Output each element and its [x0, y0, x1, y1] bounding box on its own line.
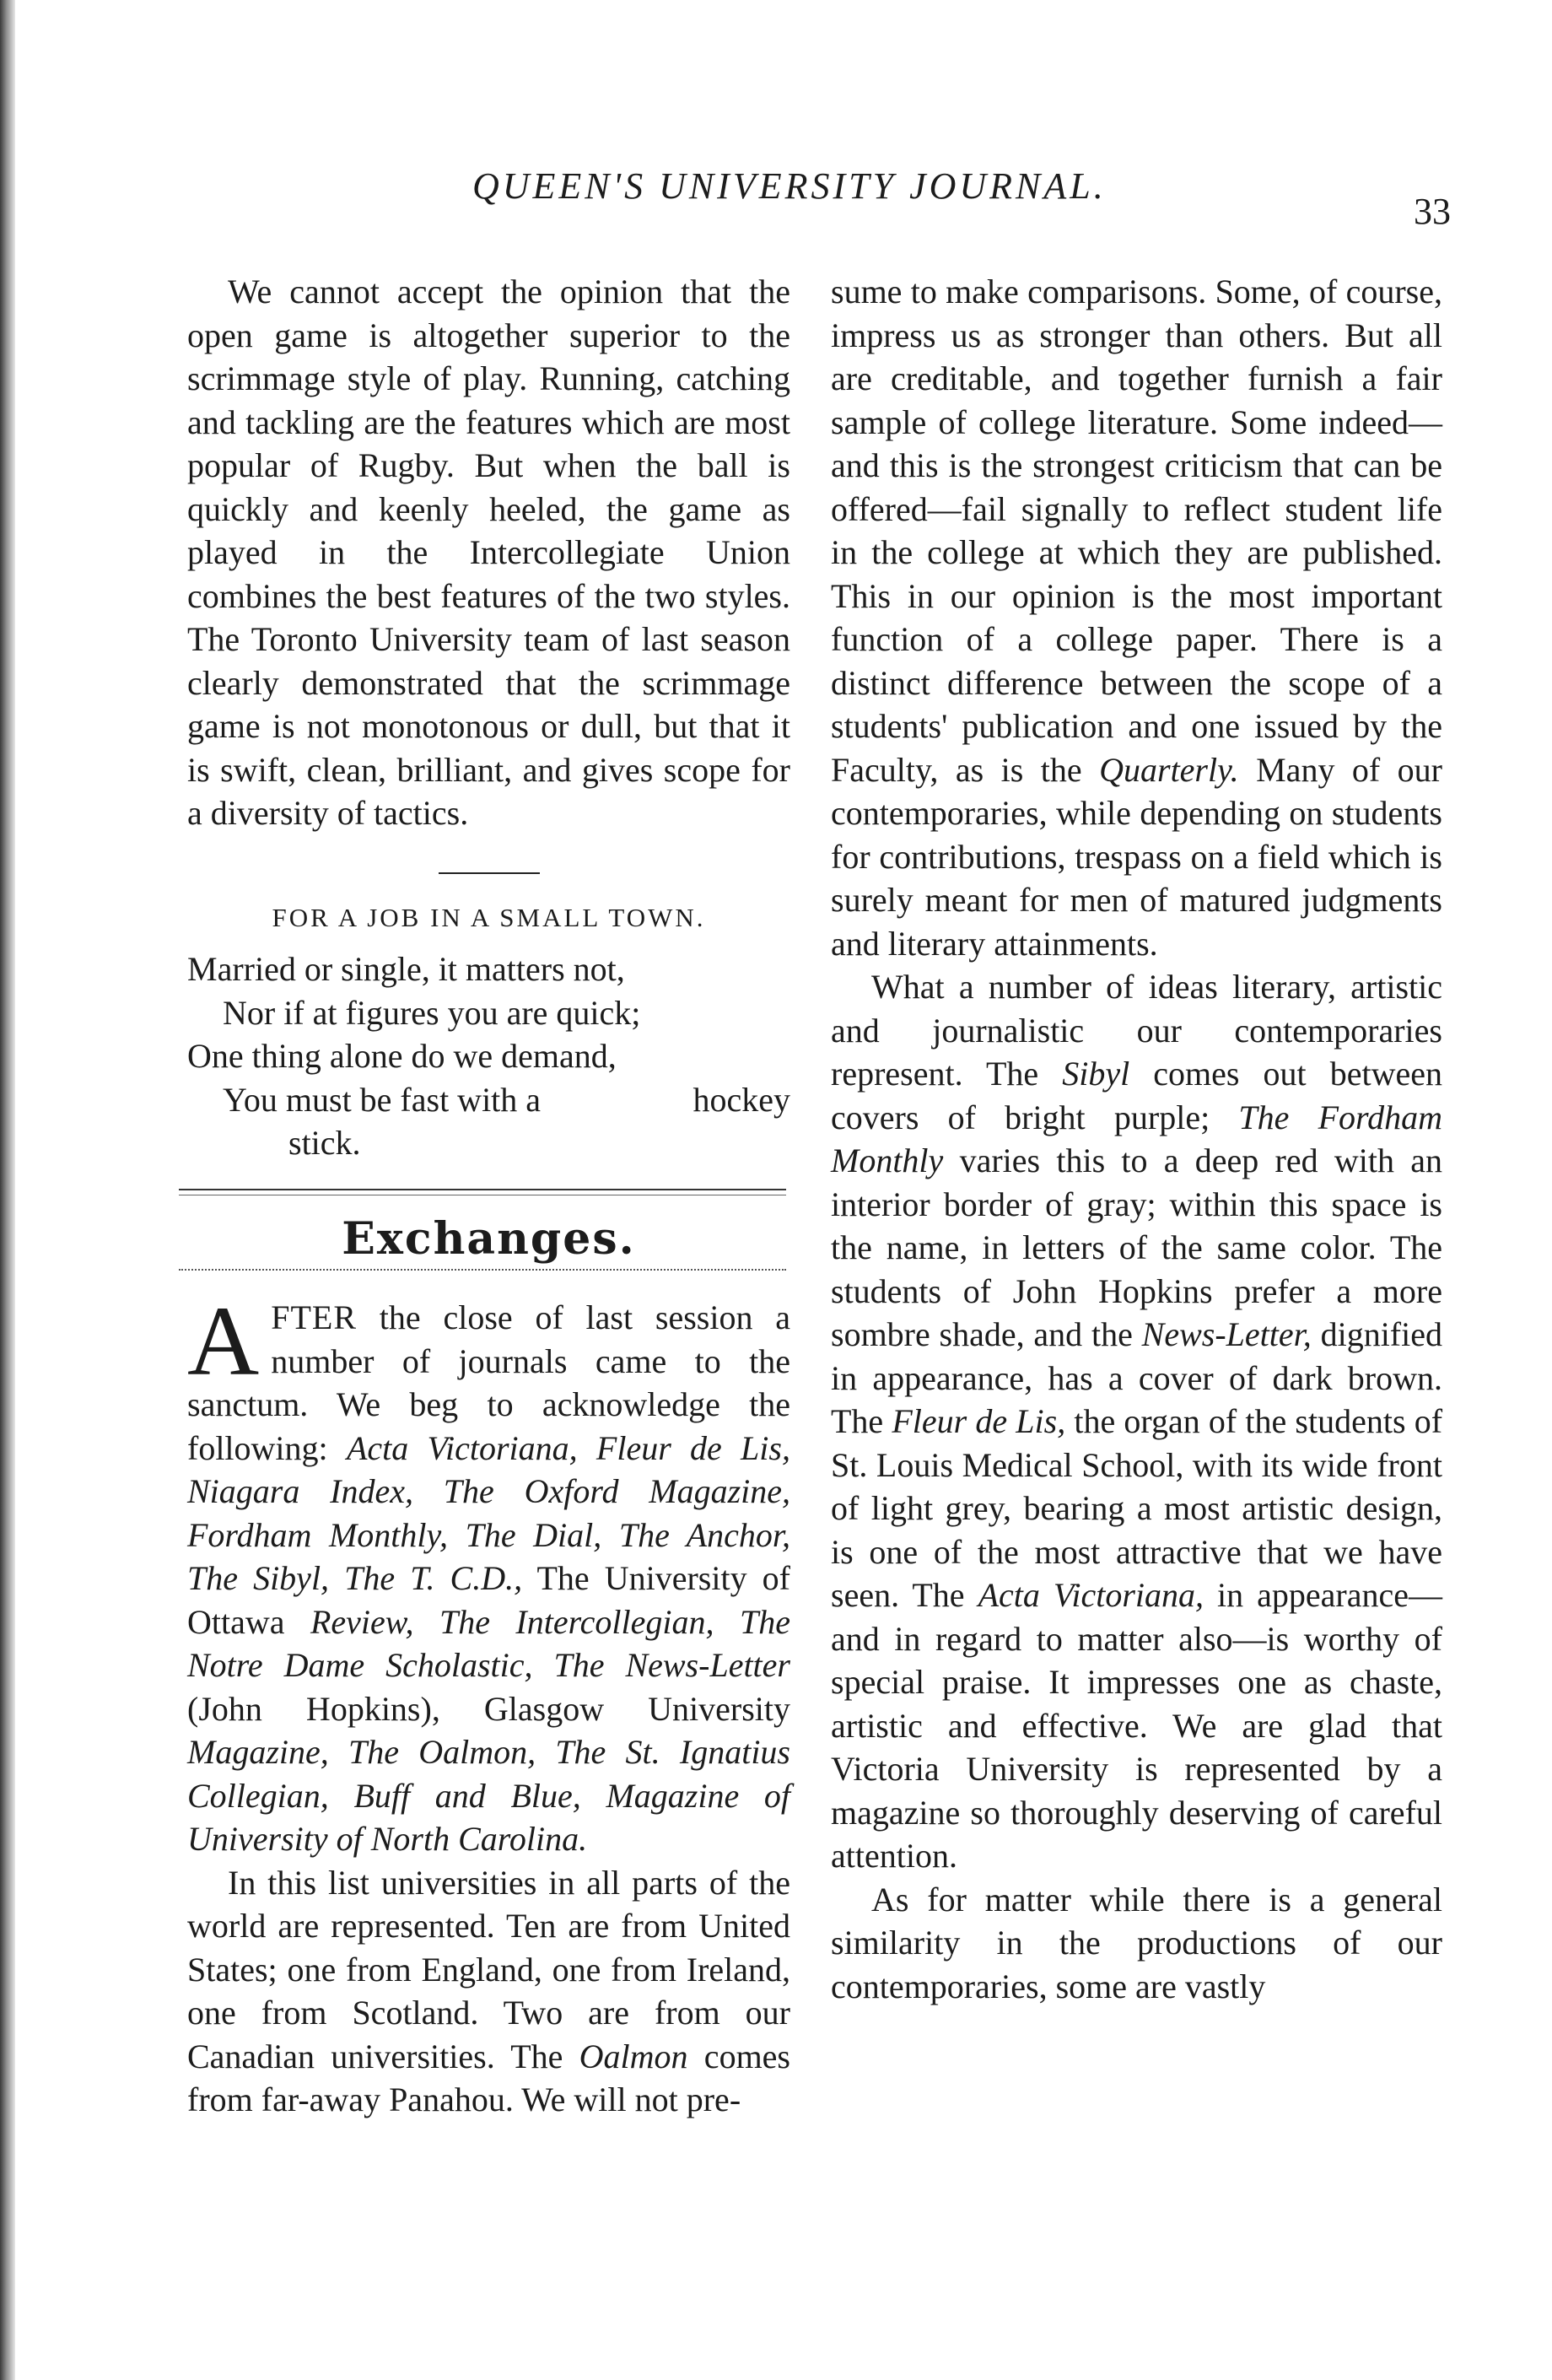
dotted-rule — [179, 1269, 786, 1271]
journal-list: Acta Victoriana, Fleur de Lis, Niagara Index, The Oxford Magazine, Fordham Monthly, The Dial, The Anchor, The Sibyl, The T. C.D., — [187, 1428, 790, 1597]
emphasis: Quarterly. — [1099, 750, 1239, 789]
page-binding-edge — [0, 0, 15, 2380]
emphasis: Sibyl — [1062, 1055, 1130, 1093]
text-run: in appearance—and in regard to matter also—is worthy of special praise. It impresses one as chaste, artistic and effective. We are glad that Victoria University is represented by a magazine so thoroughly deserving of careful attention. — [831, 1576, 1442, 1875]
double-rule — [179, 1189, 786, 1195]
text-run: the close of last session a number of journals came to the sanctum. We beg to acknowledge the following: — [187, 1298, 790, 1467]
text-run: the organ of the students of St. Louis Medical School, with its wide front of light grey, bearing a most artistic design, is one of the most attractive that we have seen. The — [831, 1402, 1443, 1614]
text-run: What a number of ideas literary, artistic and journalistic our contemporaries represent. The — [831, 968, 1442, 1093]
poem-title: FOR A JOB IN A SMALL TOWN. — [272, 902, 706, 932]
lead-word: FTER — [271, 1298, 358, 1336]
drop-cap: A — [187, 1286, 260, 1396]
running-title: QUEEN'S UNIVERSITY JOURNAL. — [472, 165, 1107, 207]
page-header — [472, 165, 1451, 232]
section-divider — [439, 872, 540, 874]
page-number: 33 — [1414, 191, 1451, 232]
text-run: Many of our contemporaries, while depending on students for contributions, trespass on a field which is surely meant for men of matured judgments and literary attainments. — [831, 750, 1443, 963]
matter-paragraph: As for matter while there is a general similarity in the productions of our contemporaries, some are vastly — [831, 1880, 1442, 2005]
journal-list: Magazine, The Oalmon, The St. Ignatius Collegian, Buff and Blue, Magazine of University of North Carolina. — [187, 1733, 790, 1858]
text-run: comes out between covers of bright purple; — [831, 1055, 1443, 1136]
text-run: sume to make comparisons. Some, of course, impress us as stronger than others. But all are creditable, and together furnish a fair sample of college literature. Some indeed—and this is the strongest criticism that can be offered—fail signally to reflect student life in the college at which they are published. This in our opinion is the most important function of a college paper. There is a distinct difference between the scope of a students' publication and one issued by the Faculty, as is the — [831, 273, 1442, 789]
emphasis: Acta Victoriana, — [978, 1576, 1204, 1614]
poem-line-part: You must be fast with a — [223, 1080, 542, 1119]
text-run: In this list universities in all parts of the world are represented. Ten are from United States; one from England, one from Ireland, one from Scotland. Two are from our Canadian universities. The — [187, 1863, 790, 2075]
poem — [187, 896, 790, 1165]
poem-line: Nor if at figures you are quick; — [223, 993, 641, 1032]
emphasis: News-Letter, — [1141, 1315, 1312, 1353]
text-run: comes from far-away Panahou. We will not pre- — [187, 2037, 790, 2118]
emphasis: The Fordham Monthly — [831, 1098, 1442, 1179]
right-column — [831, 270, 1442, 2008]
text-run: (John Hopkins), Glasgow University — [187, 1689, 790, 1728]
text-run: The University of Ottawa — [187, 1559, 790, 1641]
exchanges-paragraph — [187, 1286, 790, 1861]
poem-line: stick. — [288, 1124, 361, 1162]
football-paragraph: We cannot accept the opinion that the open game is altogether superior to the scrimmage style of play. Running, catching and tackling are the features which are most popular of Rugby. But when the ball is quickly and keenly heeled, the game as played in the Intercollegiate Union combines the best features of the two styles. The Toronto University team of last season clearly demonstrated that the scrimmage game is not monotonous or dull, but that it is swift, clean, brilliant, and gives scope for a diversity of tactics. — [187, 273, 790, 832]
section-heading: Exchanges. — [342, 1212, 636, 1265]
covers-paragraph — [831, 965, 1442, 1878]
poem-line: One thing alone do we demand, — [187, 1037, 617, 1075]
universities-paragraph — [187, 1861, 790, 2122]
poem-line: Married or single, it matters not, — [187, 950, 625, 988]
left-column — [187, 270, 790, 2122]
text-run: dignified in appearance, has a cover of dark brown. The — [831, 1315, 1442, 1440]
journal-list: Review, The Intercollegian, The Notre Dame Scholastic, The News-Letter — [187, 1602, 790, 1684]
poem-line-part: hockey — [692, 1080, 790, 1119]
comparison-paragraph — [831, 270, 1442, 965]
poem-line — [187, 1078, 790, 1122]
emphasis: Oalmon — [579, 2037, 688, 2075]
text-run: varies this to a deep red with an interior border of gray; within this space is the name, in letters of the same color. The students of John Hopkins prefer a more sombre shade, and the — [831, 1141, 1442, 1353]
emphasis: Fleur de Lis, — [892, 1402, 1066, 1440]
